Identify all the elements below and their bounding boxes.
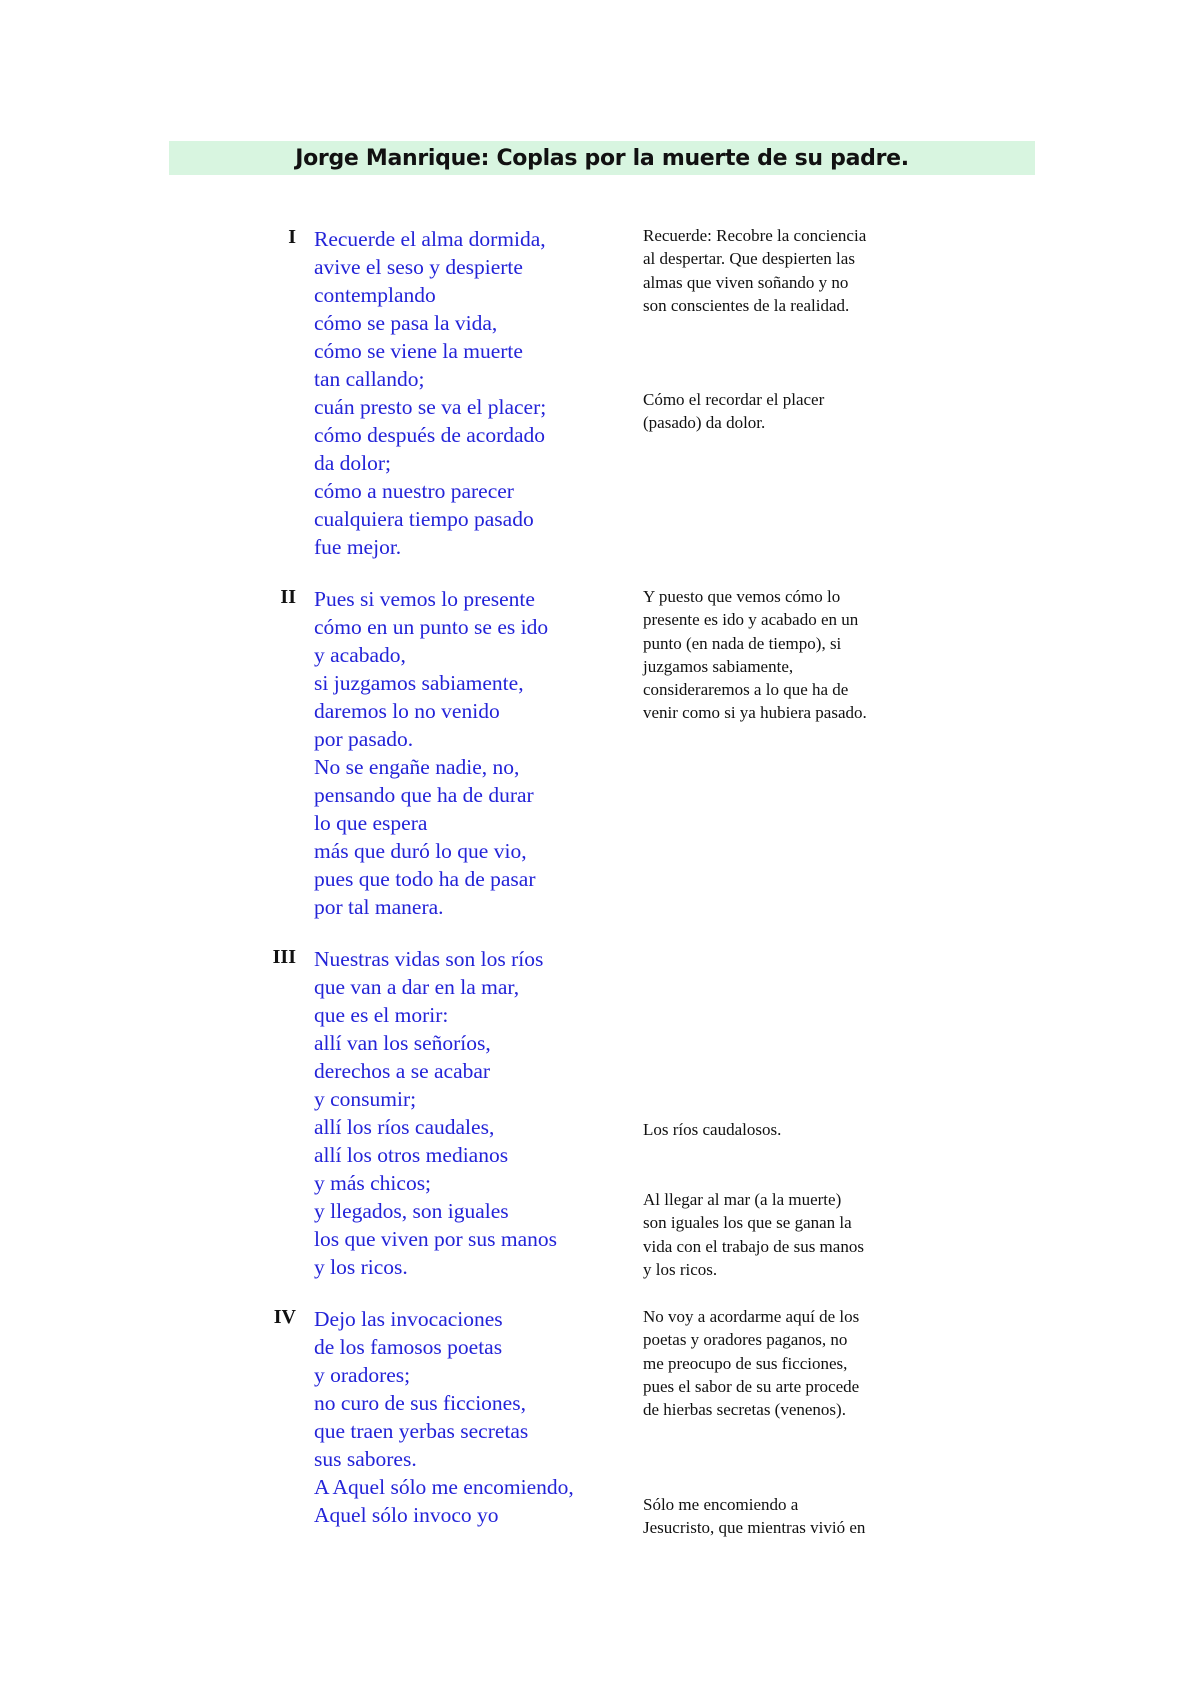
note-line: pues el sabor de su arte procede xyxy=(643,1376,860,1396)
stanza-iv xyxy=(314,1305,644,1529)
margin-note xyxy=(643,388,933,435)
stanza-numeral: I xyxy=(288,226,296,248)
note-line: vida con el trabajo de sus manos xyxy=(643,1236,864,1256)
stanza-numeral: IV xyxy=(273,1306,296,1328)
verse-line: Pues si vemos lo presente xyxy=(314,587,535,611)
verse-line: más que duró lo que vio, xyxy=(314,839,527,863)
margin-note xyxy=(643,1188,933,1281)
verse-line: tan callando; xyxy=(314,367,425,391)
verse-line: cuán presto se va el placer; xyxy=(314,395,547,419)
stanza-numeral: III xyxy=(272,946,296,968)
verse-line: que traen yerbas secretas xyxy=(314,1419,529,1443)
verse-line: si juzgamos sabiamente, xyxy=(314,671,524,695)
verse-line: daremos lo no venido xyxy=(314,699,500,723)
verse-line: por tal manera. xyxy=(314,895,444,919)
verse-line: cómo en un punto se es ido xyxy=(314,615,549,639)
note-line: Recuerde: Recobre la conciencia xyxy=(643,226,867,245)
note-line: consideraremos a lo que ha de xyxy=(643,680,849,700)
verse-line: y los ricos. xyxy=(314,1255,408,1279)
note-line: Sólo me encomiendo a xyxy=(643,1495,799,1514)
verse-line: allí los ríos caudales, xyxy=(314,1115,495,1139)
note-line: y los ricos. xyxy=(643,1259,718,1279)
verse-line: cómo después de acordado xyxy=(314,423,546,447)
verse-line: los que viven por sus manos xyxy=(314,1227,558,1251)
verse-line: Dejo las invocaciones xyxy=(314,1307,503,1331)
verse-line: cómo a nuestro parecer xyxy=(314,479,514,503)
verse-line: A Aquel sólo me encomiendo, xyxy=(314,1475,574,1499)
title-banner xyxy=(169,141,1035,175)
verse-line: y más chicos; xyxy=(314,1171,432,1195)
verse-line: y llegados, son iguales xyxy=(314,1199,509,1223)
note-line: juzgamos sabiamente, xyxy=(643,656,794,676)
verse-line: fue mejor. xyxy=(314,535,402,559)
verse-line: contemplando xyxy=(314,283,436,307)
verse-line: pues que todo ha de pasar xyxy=(314,867,536,891)
verse-line: y acabado, xyxy=(314,643,406,667)
verse-line: de los famosos poetas xyxy=(314,1335,503,1359)
verse-line: que van a dar en la mar, xyxy=(314,975,520,999)
note-line: Los ríos caudalosos. xyxy=(643,1120,782,1139)
verse-line: y oradores; xyxy=(314,1363,411,1387)
note-line: al despertar. Que despierten las xyxy=(643,249,855,269)
margin-note xyxy=(643,1118,933,1141)
verse-line: allí van los señoríos, xyxy=(314,1031,491,1055)
verse-line: cómo se pasa la vida, xyxy=(314,311,498,335)
note-line: punto (en nada de tiempo), si xyxy=(643,633,842,653)
note-line: de hierbas secretas (venenos). xyxy=(643,1400,846,1420)
verse-line: y consumir; xyxy=(314,1087,417,1111)
verse-line: Recuerde el alma dormida, xyxy=(314,227,546,251)
note-line: venir como si ya hubiera pasado. xyxy=(643,703,867,723)
margin-note xyxy=(643,224,933,317)
note-line: Jesucristo, que mientras vivió en xyxy=(643,1518,866,1538)
note-line: son iguales los que se ganan la xyxy=(643,1213,852,1233)
stanza-i xyxy=(314,225,644,561)
verse-line: Aquel sólo invoco yo xyxy=(314,1503,499,1527)
note-line: presente es ido y acabado en un xyxy=(643,610,859,630)
verse-line: lo que espera xyxy=(314,811,428,835)
verse-line: pensando que ha de durar xyxy=(314,783,534,807)
note-line: son conscientes de la realidad. xyxy=(643,295,850,315)
verse-line: sus sabores. xyxy=(314,1447,417,1471)
note-line: me preocupo de sus ficciones, xyxy=(643,1353,848,1373)
verse-line: No se engañe nadie, no, xyxy=(314,755,520,779)
margin-note xyxy=(643,1493,933,1540)
verse-line: derechos a se acabar xyxy=(314,1059,491,1083)
margin-note xyxy=(643,1305,933,1421)
verse-line: no curo de sus ficciones, xyxy=(314,1391,526,1415)
note-line: almas que viven soñando y no xyxy=(643,272,849,292)
verse-line: allí los otros medianos xyxy=(314,1143,509,1167)
stanza-numeral: II xyxy=(280,586,296,608)
note-line: (pasado) da dolor. xyxy=(643,413,766,433)
verse-line: avive el seso y despierte xyxy=(314,255,523,279)
note-line: Cómo el recordar el placer xyxy=(643,390,825,409)
note-line: No voy a acordarme aquí de los xyxy=(643,1307,860,1326)
note-line: Al llegar al mar (a la muerte) xyxy=(643,1190,842,1209)
stanza-ii xyxy=(314,585,644,921)
note-line: poetas y oradores paganos, no xyxy=(643,1330,848,1350)
stanza-iii xyxy=(314,945,644,1281)
verse-line: da dolor; xyxy=(314,451,392,475)
note-line: Y puesto que vemos cómo lo xyxy=(643,587,841,606)
verse-line: que es el morir: xyxy=(314,1003,449,1027)
document-title: Jorge Manrique: Coplas por la muerte de su padre. xyxy=(295,145,909,171)
verse-line: cómo se viene la muerte xyxy=(314,339,523,363)
verse-line: Nuestras vidas son los ríos xyxy=(314,947,544,971)
verse-line: por pasado. xyxy=(314,727,414,751)
margin-note xyxy=(643,585,933,725)
verse-line: cualquiera tiempo pasado xyxy=(314,507,534,531)
